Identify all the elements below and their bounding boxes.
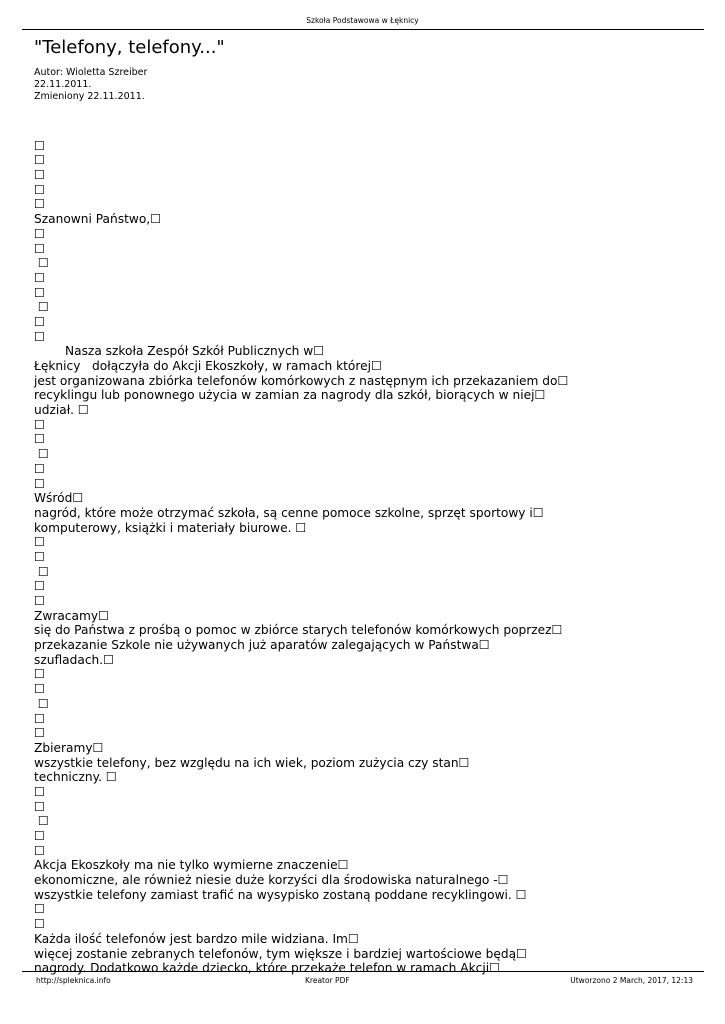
footer-divider xyxy=(22,971,704,972)
body-line: udział. ☐ xyxy=(34,403,89,418)
body-line: ☐ xyxy=(34,917,45,932)
body-line: ☐ xyxy=(34,197,45,212)
body-line: ☐ xyxy=(34,784,45,799)
body-line: Zbieramy☐ xyxy=(34,740,104,755)
body-line: ☐ xyxy=(34,329,45,344)
body-line: ☐ xyxy=(34,814,49,829)
article-modified: Zmieniony 22.11.2011. xyxy=(34,91,145,102)
body-line: komputerowy, książki i materiały biurowe. ☐ xyxy=(34,520,307,535)
footer-url: http://spleknica.info xyxy=(36,976,111,985)
body-line: Zwracamy☐ xyxy=(34,608,109,623)
body-line: szufladach.☐ xyxy=(34,652,115,667)
body-line: ☐ xyxy=(34,843,45,858)
body-line: ☐ xyxy=(34,285,45,300)
body-line: ☐ xyxy=(34,535,45,550)
article-meta xyxy=(34,67,147,103)
body-line: Akcja Ekoszkoły ma nie tylko wymierne znaczenie☐ xyxy=(34,858,349,873)
body-line: techniczny. ☐ xyxy=(34,770,117,785)
body-line: Każda ilość telefonów jest bardzo mile widziana. Im☐ xyxy=(34,931,359,946)
body-line: ☐ xyxy=(34,153,45,168)
article-date: 22.11.2011. xyxy=(34,79,92,90)
body-line: wszystkie telefony, bez względu na ich wiek, poziom zużycia czy stan☐ xyxy=(34,755,470,770)
body-line: ekonomiczne, ale również niesie duże korzyści dla środowiska naturalnego -☐ xyxy=(34,873,509,888)
body-line: ☐ xyxy=(34,432,45,447)
body-line: ☐ xyxy=(34,579,45,594)
body-line: ☐ xyxy=(34,314,45,329)
article-author: Autor: Wioletta Szreiber xyxy=(34,67,148,78)
body-line: więcej zostanie zebranych telefonów, tym większe i bardziej wartościowe będą☐ xyxy=(34,946,527,961)
body-line: ☐ xyxy=(34,902,45,917)
body-line: ☐ xyxy=(34,564,49,579)
body-line: jest organizowana zbiórka telefonów komórkowych z następnym ich przekazaniem do☐ xyxy=(34,373,569,388)
body-line: Łęknicy dołączyła do Akcji Ekoszkoły, w ramach której☐ xyxy=(34,359,382,373)
body-line: ☐ xyxy=(34,168,45,183)
body-line: ☐ xyxy=(34,461,45,476)
body-line: ☐ xyxy=(34,594,45,608)
article-title: "Telefony, telefony..." xyxy=(34,37,225,58)
body-line xyxy=(34,124,704,139)
footer-created: Utworzono 2 March, 2017, 12:13 xyxy=(570,976,693,985)
body-line: ☐ xyxy=(34,799,45,814)
body-line: ☐ xyxy=(34,682,45,697)
footer-generator: Kreator PDF xyxy=(305,976,350,985)
article-body xyxy=(34,124,704,976)
body-line: przekazanie Szkole nie używanych już aparatów zalegających w Państwa☐ xyxy=(34,638,490,653)
body-line: ☐ xyxy=(34,711,45,726)
body-line: Nasza szkoła Zespół Szkół Publicznych w☐ xyxy=(34,344,325,359)
body-line: ☐ xyxy=(34,667,45,682)
body-line: ☐ xyxy=(34,300,49,315)
body-line: ☐ xyxy=(34,476,45,491)
body-line: recyklingu lub ponownego użycia w zamian za nagrody dla szkół, biorących w niej☐ xyxy=(34,388,546,403)
body-line: ☐ xyxy=(34,417,45,432)
body-line: Wśród☐ xyxy=(34,491,84,506)
body-line: ☐ xyxy=(34,726,45,741)
body-line: Szanowni Państwo,☐ xyxy=(34,212,162,227)
body-line: ☐ xyxy=(34,241,45,256)
body-line: ☐ xyxy=(34,270,45,285)
header-divider xyxy=(22,29,704,30)
body-line: nagród, które może otrzymać szkoła, są cenne pomoce szkolne, sprzęt sportowy i☐ xyxy=(34,505,544,520)
body-line: się do Państwa z prośbą o pomoc w zbiórce starych telefonów komórkowych poprzez☐ xyxy=(34,623,563,638)
body-line: ☐ xyxy=(34,256,49,271)
body-line: ☐ xyxy=(34,182,45,197)
body-line: ☐ xyxy=(34,226,45,241)
body-line: ☐ xyxy=(34,138,45,153)
body-line: ☐ xyxy=(34,447,49,462)
body-line: ☐ xyxy=(34,549,45,564)
body-line: ☐ xyxy=(34,696,49,711)
body-line: wszystkie telefony zamiast trafić na wysypisko zostaną poddane recyklingowi. ☐ xyxy=(34,887,527,902)
body-line: ☐ xyxy=(34,829,45,843)
body-line: nagrody. Dodatkowo każde dziecko, które przekaże telefon w ramach Akcji☐ xyxy=(34,961,501,976)
page-header: Szkoła Podstawowa w Łęknicy xyxy=(306,16,419,25)
